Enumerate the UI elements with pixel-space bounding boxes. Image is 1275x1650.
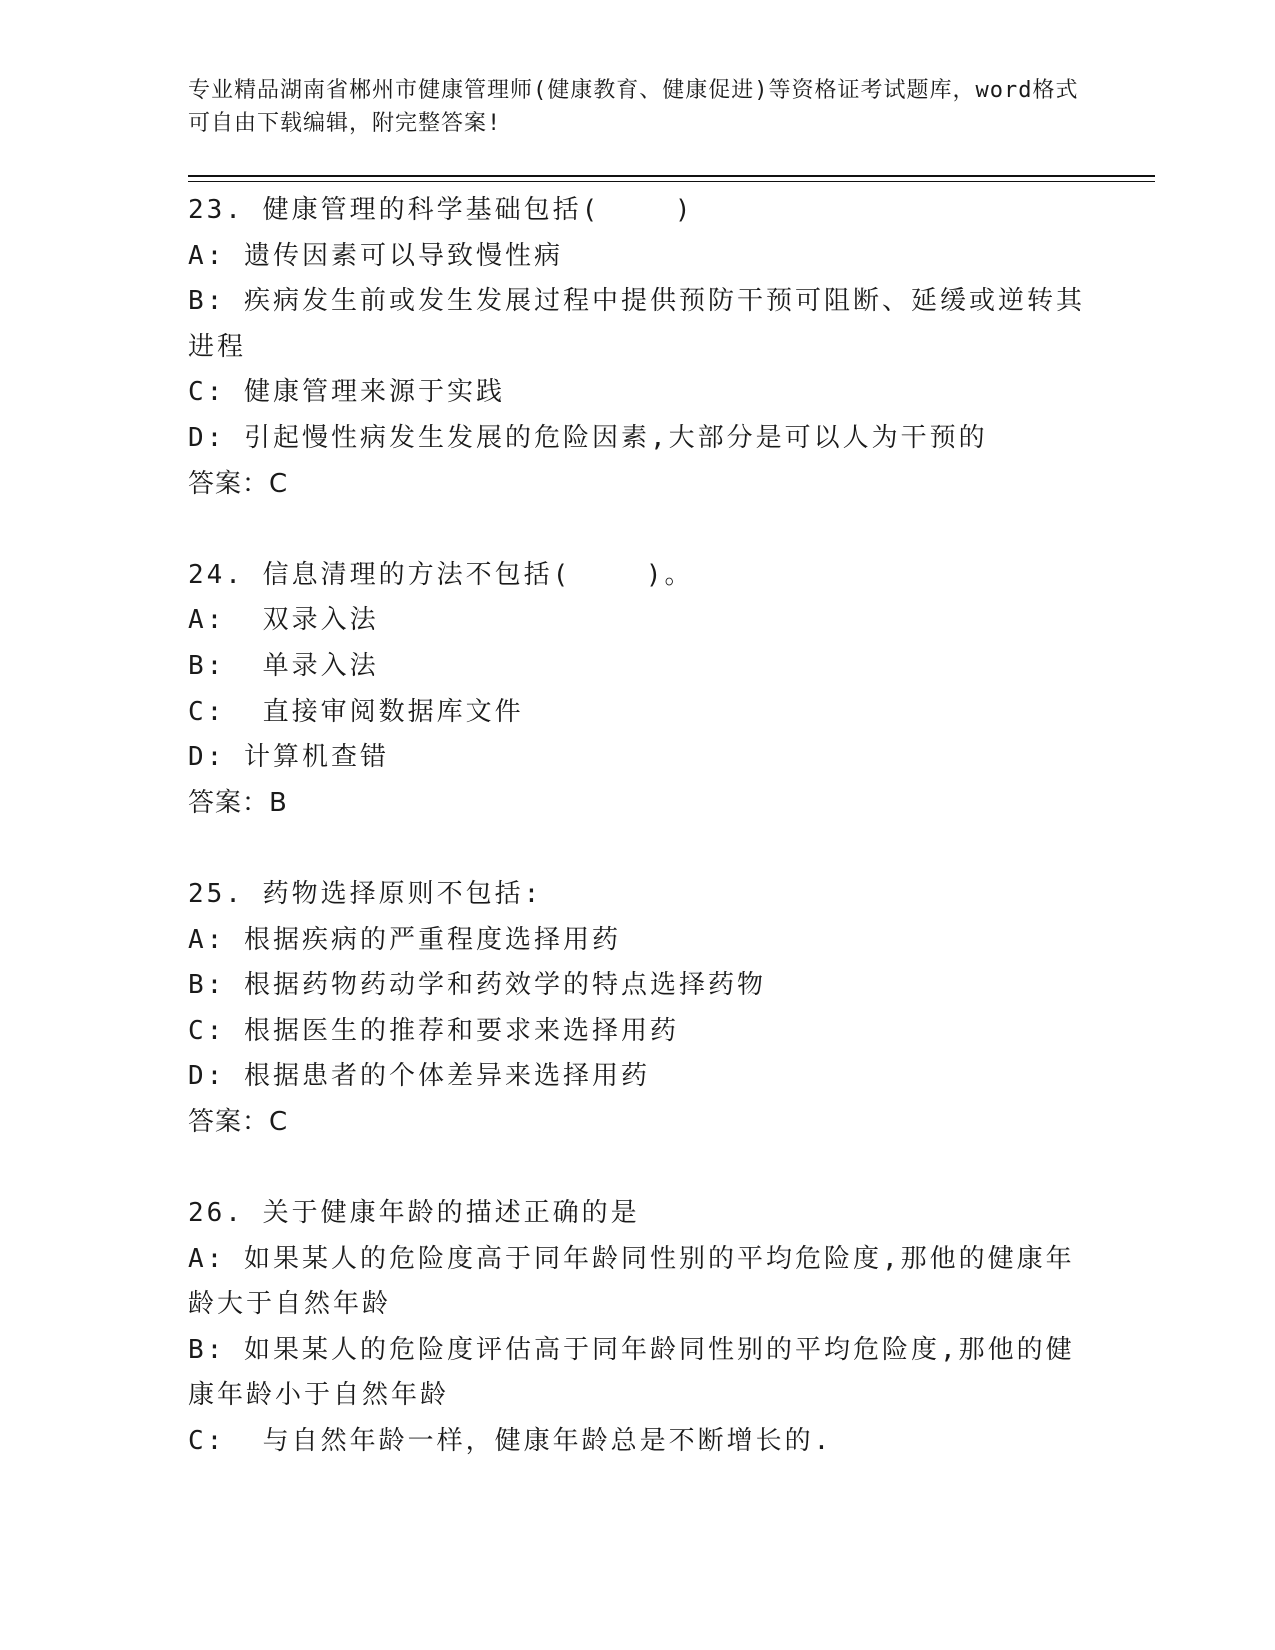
option-a: A: 双录入法: [188, 605, 379, 636]
question-block: [188, 872, 1088, 1146]
question-stem: 23. 健康管理的科学基础包括( ): [188, 195, 694, 225]
option-b: B: 疾病发生前或发生发展过程中提供预防干预可阻断、延缓或逆转其进程: [188, 286, 1085, 362]
option-b: B: 如果某人的危险度评估高于同年龄同性别的平均危险度,那他的健康年龄小于自然年龄: [188, 1334, 1075, 1411]
question-stem: 24. 信息清理的方法不包括( )。: [188, 559, 694, 590]
question-spacer: [188, 1145, 1088, 1191]
option-c: C: 健康管理来源于实践: [188, 377, 505, 408]
answer-text: 答案：C: [188, 1106, 289, 1137]
question-block: [188, 188, 1088, 507]
option-c: C: 根据医生的推荐和要求来选择用药: [188, 1015, 679, 1046]
question-stem: 25. 药物选择原则不包括:: [188, 878, 543, 909]
option-d: D: 引起慢性病发生发展的危险因素,大部分是可以人为干预的: [188, 422, 988, 453]
answer-text: 答案：B: [188, 787, 288, 818]
option-a: A: 根据疾病的严重程度选择用药: [188, 924, 621, 955]
option-c: C: 直接审阅数据库文件: [188, 696, 524, 727]
answer-text: 答案：C: [188, 468, 289, 499]
question-list: [188, 188, 1088, 1465]
option-a: A: 遗传因素可以导致慢性病: [188, 240, 563, 271]
document-header: 专业精品湖南省郴州市健康管理师(健康教育、健康促进)等资格证考试题库，word格式可自由下载编辑，附完整答案!: [188, 78, 1079, 136]
question-spacer: [188, 826, 1088, 872]
question-spacer: [188, 507, 1088, 553]
header-divider-thin: [188, 181, 1155, 182]
option-b: B: 根据药物药动学和药效学的特点选择药物: [188, 970, 766, 1001]
option-b: B: 单录入法: [188, 650, 379, 681]
option-d: D: 计算机查错: [188, 742, 389, 773]
question-stem: 26. 关于健康年龄的描述正确的是: [188, 1198, 640, 1229]
option-c: C: 与自然年龄一样，健康年龄总是不断增长的.: [188, 1426, 833, 1457]
option-a: A: 如果某人的危险度高于同年龄同性别的平均危险度,那他的健康年龄大于自然年龄: [188, 1243, 1075, 1320]
question-block: [188, 1191, 1088, 1465]
option-d: D: 根据患者的个体差异来选择用药: [188, 1061, 650, 1092]
question-block: [188, 553, 1088, 827]
header-divider-thick: [188, 175, 1155, 177]
